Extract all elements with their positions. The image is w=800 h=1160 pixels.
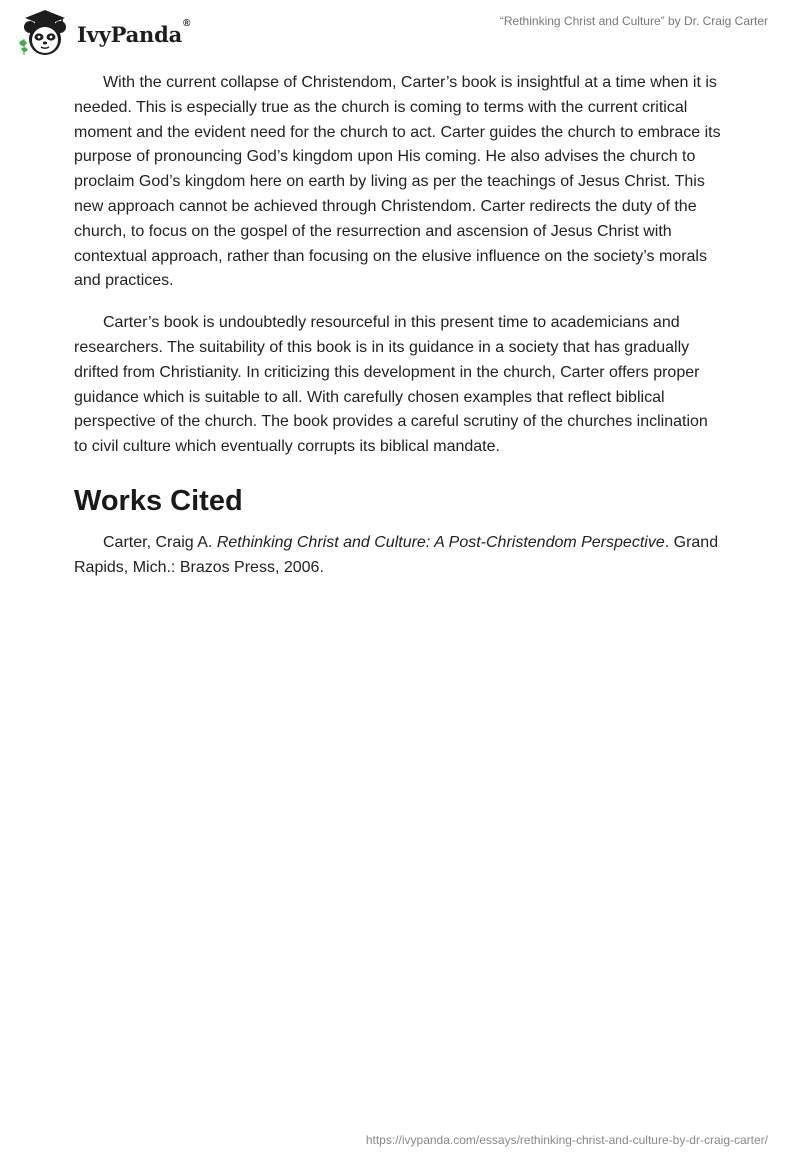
registered-mark: ® xyxy=(183,17,191,29)
source-url-link[interactable]: https://ivypanda.com/essays/rethinking-christ-and-culture-by-dr-craig-carter/ xyxy=(365,1133,768,1147)
essay-content xyxy=(74,71,724,581)
ivypanda-logo[interactable] xyxy=(15,9,190,57)
brand-name-text: IvyPanda xyxy=(77,21,183,47)
brand-name xyxy=(77,17,191,47)
citation-entry xyxy=(74,531,724,581)
works-cited-heading: Works Cited xyxy=(74,484,243,517)
citation-publication: . Grand Rapids, Mich.: Brazos Press, 2006. xyxy=(74,533,719,576)
running-title: “Rethinking Christ and Culture” by Dr. Craig Carter xyxy=(499,14,768,28)
citation-title: Rethinking Christ and Culture: A Post-Christendom Perspective xyxy=(216,533,665,551)
citation-author: Carter, Craig A. xyxy=(103,533,217,551)
page-header xyxy=(0,0,800,60)
body-paragraph: With the current collapse of Christendom, Carter’s book is insightful at a time when it is needed. This is especially true as the church is coming to terms with the current critical moment and the evident need for the church to act. Carter guides the church to embrace its purpose of pronouncing God’s kingdom upon His coming. He also advises the church to proclaim God’s kingdom here on earth by living as per the teachings of Jesus Christ. This new approach cannot be achieved through Christendom. Carter redirects the duty of the church, to focus on the gospel of the resurrection and ascension of Jesus Christ with contextual approach, rather than focusing on the elusive influence on the society’s morals and practices. xyxy=(74,74,721,290)
body-paragraph: Carter’s book is undoubtedly resourceful in this present time to academicians and researchers. The suitability of this book is in its guidance in a society that has gradually drifted from Christianity. In criticizing this development in the church, Carter offers proper guidance which is suitable to all. With carefully chosen examples that reflect biblical perspective of the church. The book provides a careful scrutiny of the churches inclination to civil culture which eventually corrupts its biblical mandate. xyxy=(74,314,708,456)
panda-graduate-logo-icon xyxy=(15,9,75,57)
